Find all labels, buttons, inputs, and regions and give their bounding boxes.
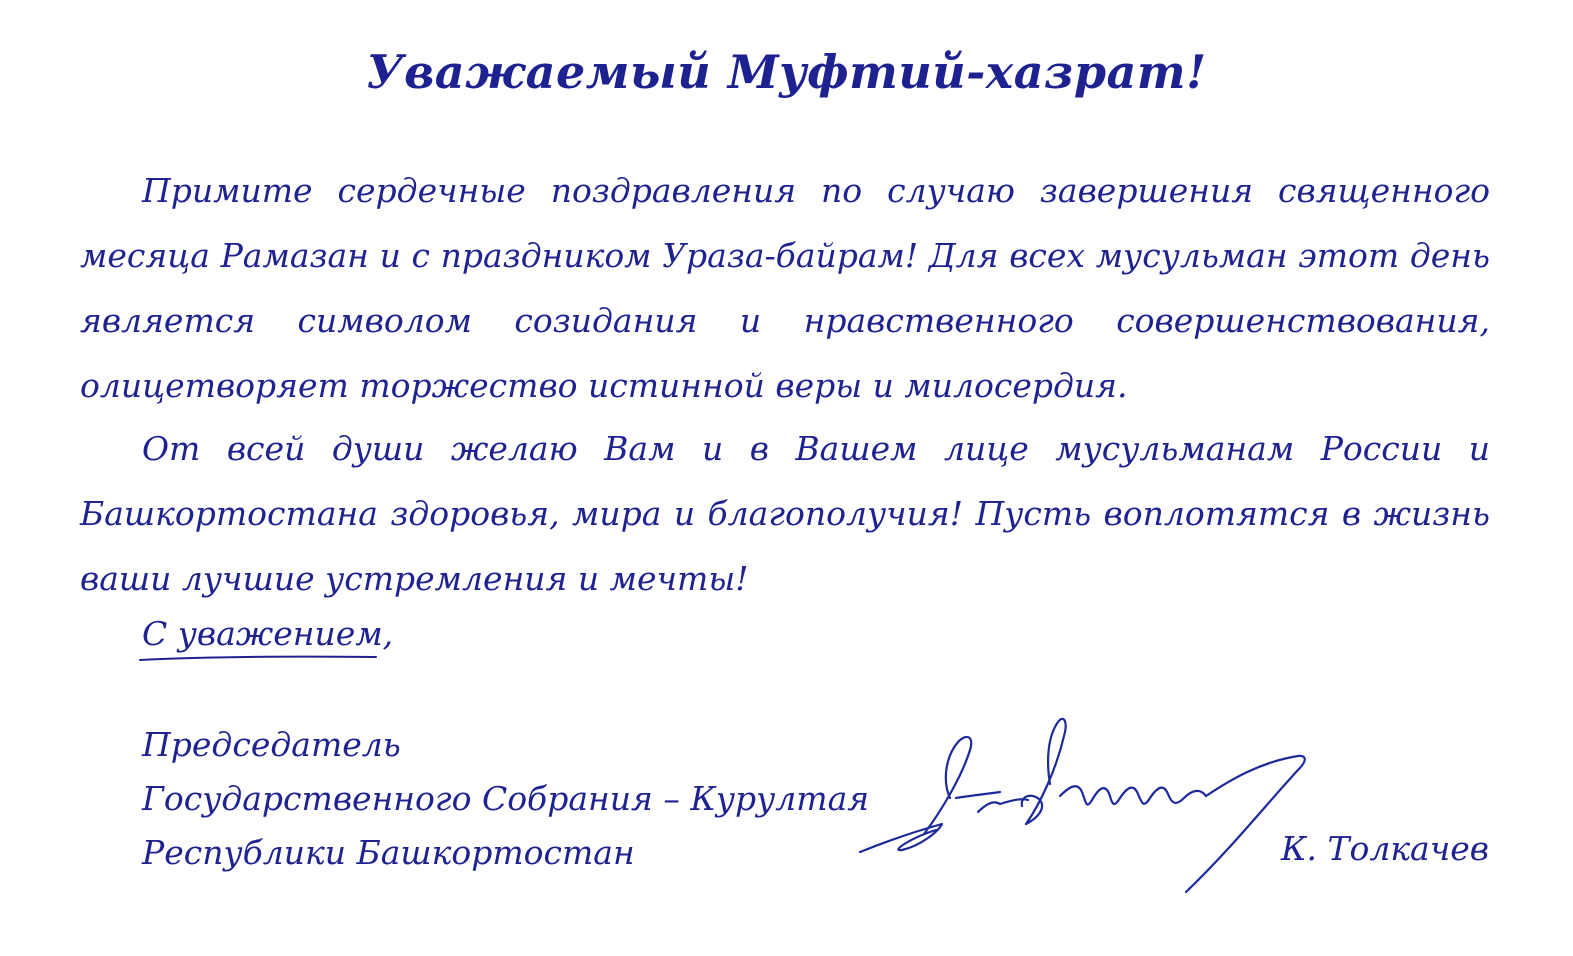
signer-position (142, 718, 869, 880)
signer-name: К. Толкачев (1280, 829, 1489, 868)
handwritten-signature (850, 700, 1320, 900)
position-line-1: Председатель (142, 725, 401, 764)
position-line-3: Республики Башкортостан (142, 833, 635, 872)
greeting-heading: Уважаемый Муфтий-хазрат! (366, 45, 1207, 99)
closing-underline (138, 652, 378, 664)
position-line-2: Государственного Собрания – Курултая (142, 779, 870, 818)
paragraph-congratulations: Примите сердечные поздравления по случаю завершения священного месяца Рамазан и с праздником Ураза-байрам! Для всех мусульман этот день является символом созидания и нравственного совершенствования, олицетворяет торжество истинной веры и милосердия. (80, 171, 1490, 405)
paragraph-wishes: От всей души желаю Вам и в Вашем лице мусульманам России и Башкортостана здоровья, мира и благополучия! Пусть воплотятся в жизнь ваши лучшие устремления и мечты! (80, 429, 1490, 598)
closing-phrase: С уважением, (142, 614, 394, 653)
